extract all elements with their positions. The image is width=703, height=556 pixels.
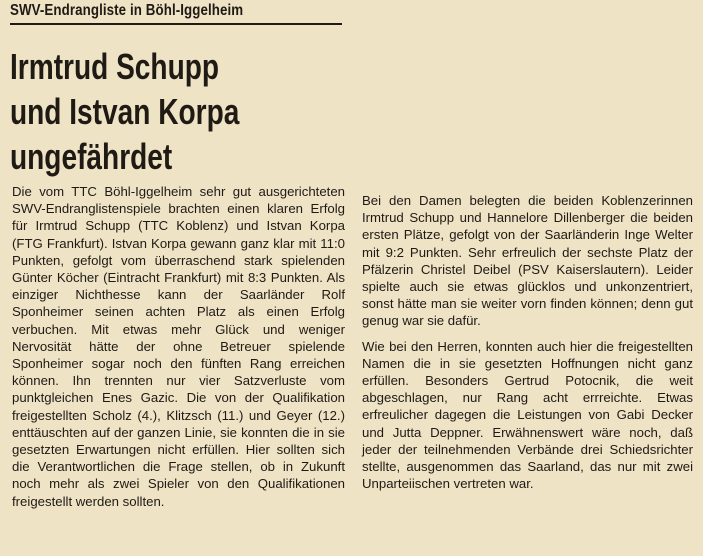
headline-line-2: und Istvan Korpa (10, 91, 240, 132)
headline (10, 44, 239, 179)
paragraph-freigestellte: Wie bei den Herren, konnten auch hier die freigestellten Namen die in sie gesetzten Hoffnungen nicht ganz erfüllen. Besonders Gertrud Potocnik, die weit abgeschlagen, nur Rang acht errreichte. Etwas erfreulicher dagegen die Leistungen von Gabi Decker und Jutta Deppner. Erwähnenswert wäre noch, daß jeder der teilnehmenden Verbände drei Schiedsrichter stellte, ausgenommen das Saarland, das nur mit zwei Unparteiischen vertreten war. (362, 338, 693, 492)
article-column-left (12, 183, 345, 510)
kicker-underline (10, 23, 342, 25)
headline-line-3: ungefährdet (10, 136, 173, 177)
paragraph-herren: Die vom TTC Böhl-Iggelheim sehr gut ausgerichteten SWV-Endranglistenspiele brachten einen klaren Erfolg für Irmtrud Schupp (TTC Koblenz) und Istvan Korpa (FTG Frankfurt). Istvan Korpa gewann ganz klar mit 11:0 Punkten, gefolgt vom überraschend stark spielenden Günter Köcher (Eintracht Frankfurt) mit 8:3 Punkten. Als einziger Nichthesse kann der Saarländer Rolf Sponheimer seinen achten Platz als einen Erfolg verbuchen. Mit etwas mehr Glück und weniger Nervosität hätte der ohne Betreuer spielende Sponheimer sogar noch den fünften Rang erreichen können. Ihn trennten nur vier Satzverluste vom punktgleichen Enes Gazic. Die von der Qualifikation freigestellten Scholz (4.), Klitzsch (11.) und Geyer (12.) enttäuschten auf der ganzen Linie, sie konnten die in sie gesetzten Erwartungen nicht erfüllen. Hier sollten sich die Verantwortlichen die Frage stellen, ob in Zukunft noch mehr als zwei Spieler von den Qualifikationen freigestellt werden sollten. (12, 184, 345, 509)
headline-line-1: Irmtrud Schupp (10, 46, 220, 87)
section-kicker: SWV-Endrangliste in Böhl-Iggelheim (10, 2, 244, 19)
paragraph-damen: Bei den Damen belegten die beiden Koblenzerinnen Irmtrud Schupp und Hannelore Dillenberger die beiden ersten Plätze, gefolgt von der Saarländerin Inge Welter mit 9:2 Punkten. Sehr erfreulich der sechste Platz der Pfälzerin Christel Deibel (PSV Kaiserslautern). Leider spielte auch sie etwas glücklos und unkonzentriert, sonst hätte man sie weiter vorn finden können; denn gut genug war sie dafür. (362, 193, 693, 329)
article-column-right (362, 192, 693, 492)
